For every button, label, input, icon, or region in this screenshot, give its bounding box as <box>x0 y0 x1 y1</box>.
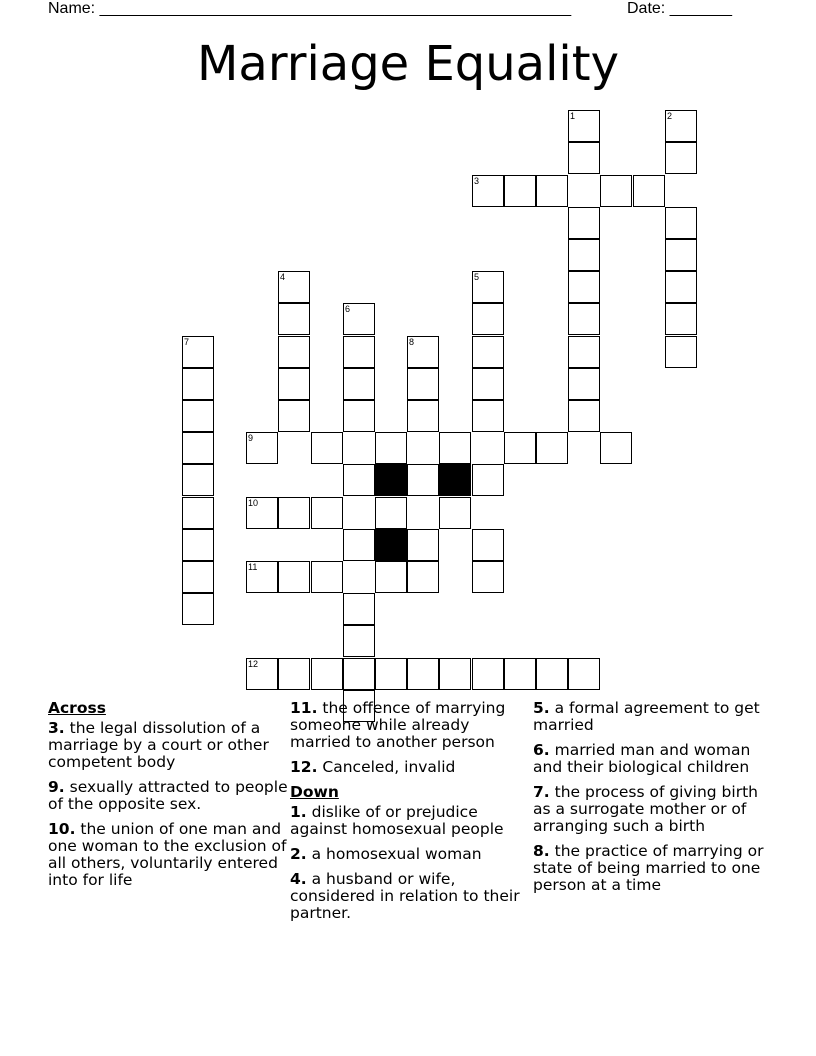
grid-block <box>375 529 407 561</box>
grid-cell[interactable] <box>311 658 343 690</box>
cell-number: 12 <box>248 659 259 669</box>
grid-cell[interactable] <box>568 110 600 142</box>
grid-cell[interactable] <box>568 271 600 303</box>
grid-cell[interactable] <box>407 464 439 496</box>
grid-cell[interactable] <box>182 400 214 432</box>
across-heading: Across <box>48 699 106 717</box>
cell-number: 2 <box>667 111 673 121</box>
grid-cell[interactable] <box>536 432 568 464</box>
grid-cell[interactable] <box>182 497 214 529</box>
clue-number: 4. <box>290 870 307 888</box>
clue-number: 12. <box>290 758 318 776</box>
grid-cell[interactable] <box>278 561 310 593</box>
grid-cell[interactable] <box>182 529 214 561</box>
clue-number: 9. <box>48 778 65 796</box>
grid-cell[interactable] <box>375 432 407 464</box>
grid-cell[interactable] <box>568 239 600 271</box>
grid-cell[interactable] <box>568 336 600 368</box>
clue-down-6 <box>533 742 773 776</box>
grid-cell[interactable] <box>665 110 697 142</box>
grid-cell[interactable] <box>633 175 665 207</box>
cell-number: 10 <box>248 498 259 508</box>
grid-cell[interactable] <box>665 303 697 335</box>
grid-cell[interactable] <box>182 593 214 625</box>
grid-cell[interactable] <box>407 400 439 432</box>
grid-cell[interactable] <box>182 561 214 593</box>
grid-cell[interactable] <box>278 271 310 303</box>
grid-cell[interactable] <box>278 336 310 368</box>
grid-cell[interactable] <box>375 497 407 529</box>
clue-column-3 <box>533 700 773 902</box>
grid-cell[interactable] <box>343 303 375 335</box>
clue-text: a formal agreement to get married <box>533 699 760 734</box>
clue-text: a husband or wife, considered in relation to their partner. <box>290 870 520 922</box>
clue-text: the practice of marrying or state of being married to one person at a time <box>533 842 764 894</box>
clue-text: a homosexual woman <box>306 845 482 863</box>
clue-text: the process of giving birth as a surrogate mother or of arranging such a birth <box>533 783 758 835</box>
grid-cell[interactable] <box>343 400 375 432</box>
cell-number: 3 <box>474 176 480 186</box>
grid-cell[interactable] <box>568 142 600 174</box>
grid-cell[interactable] <box>343 368 375 400</box>
grid-cell[interactable] <box>472 464 504 496</box>
clue-down-5 <box>533 700 773 734</box>
grid-cell[interactable] <box>665 271 697 303</box>
grid-cell[interactable] <box>600 432 632 464</box>
grid-cell[interactable] <box>343 593 375 625</box>
clue-across-10 <box>48 821 288 889</box>
cell-number: 11 <box>248 562 258 572</box>
clue-number: 1. <box>290 803 307 821</box>
cell-number: 9 <box>248 433 254 443</box>
grid-cell[interactable] <box>182 336 214 368</box>
grid-cell[interactable] <box>504 432 536 464</box>
grid-cell[interactable] <box>375 561 407 593</box>
grid-cell[interactable] <box>504 658 536 690</box>
grid-cell[interactable] <box>472 400 504 432</box>
grid-cell[interactable] <box>665 142 697 174</box>
clue-down-1 <box>290 804 530 838</box>
clue-text: the offence of marrying someone while already married to another person <box>290 699 506 751</box>
grid-cell[interactable] <box>278 368 310 400</box>
grid-cell[interactable] <box>665 239 697 271</box>
clue-number: 10. <box>48 820 76 838</box>
clue-number: 8. <box>533 842 550 860</box>
grid-cell[interactable] <box>472 529 504 561</box>
grid-cell[interactable] <box>536 175 568 207</box>
cell-number: 6 <box>345 304 351 314</box>
grid-cell[interactable] <box>343 336 375 368</box>
clue-number: 7. <box>533 783 550 801</box>
grid-cell[interactable] <box>568 303 600 335</box>
clue-text: the union of one man and one woman to the exclusion of all others, voluntarily entered into for life <box>48 820 287 889</box>
grid-cell[interactable] <box>343 464 375 496</box>
clue-across-3 <box>48 720 288 771</box>
clue-text: the legal dissolution of a marriage by a court or other competent body <box>48 719 269 771</box>
grid-cell[interactable] <box>311 432 343 464</box>
grid-cell[interactable] <box>311 561 343 593</box>
cell-number: 5 <box>474 272 480 282</box>
grid-cell[interactable] <box>278 497 310 529</box>
grid-cell[interactable] <box>182 368 214 400</box>
grid-block <box>375 464 407 496</box>
grid-cell[interactable] <box>278 658 310 690</box>
grid-cell[interactable] <box>278 303 310 335</box>
grid-block <box>439 464 471 496</box>
cell-number: 4 <box>280 272 286 282</box>
clue-number: 6. <box>533 741 550 759</box>
grid-cell[interactable] <box>343 625 375 657</box>
clue-number: 11. <box>290 699 318 717</box>
clue-across-12 <box>290 759 530 776</box>
name-field-label: Name: _____________________________________________________ <box>48 0 572 17</box>
grid-cell[interactable] <box>407 336 439 368</box>
grid-cell[interactable] <box>536 658 568 690</box>
grid-cell[interactable] <box>343 658 375 690</box>
grid-cell[interactable] <box>472 303 504 335</box>
grid-cell[interactable] <box>407 529 439 561</box>
clue-down-8 <box>533 843 773 894</box>
grid-cell[interactable] <box>665 336 697 368</box>
cell-number: 7 <box>184 337 190 347</box>
grid-cell[interactable] <box>407 561 439 593</box>
clue-text: Canceled, invalid <box>317 758 456 776</box>
grid-cell[interactable] <box>375 658 407 690</box>
grid-cell[interactable] <box>311 497 343 529</box>
clue-across-9 <box>48 779 288 813</box>
clue-text: sexually attracted to people of the opposite sex. <box>48 778 288 813</box>
grid-cell[interactable] <box>472 658 504 690</box>
grid-cell[interactable] <box>504 175 536 207</box>
grid-cell[interactable] <box>600 175 632 207</box>
grid-cell[interactable] <box>472 368 504 400</box>
grid-cell[interactable] <box>182 464 214 496</box>
grid-cell[interactable] <box>439 432 471 464</box>
grid-cell[interactable] <box>665 207 697 239</box>
puzzle-title: Marriage Equality <box>197 36 619 92</box>
clue-number: 2. <box>290 845 307 863</box>
clue-column-1 <box>48 700 288 897</box>
grid-cell[interactable] <box>568 207 600 239</box>
grid-cell[interactable] <box>246 497 278 529</box>
grid-cell[interactable] <box>246 561 278 593</box>
grid-cell[interactable] <box>439 497 471 529</box>
date-field-label: Date: _______ <box>627 0 732 17</box>
grid-cell[interactable] <box>568 658 600 690</box>
clue-number: 5. <box>533 699 550 717</box>
clue-down-7 <box>533 784 773 835</box>
grid-cell[interactable] <box>472 175 504 207</box>
cell-number: 1 <box>570 111 576 121</box>
grid-cell[interactable] <box>472 271 504 303</box>
clue-text: married man and woman and their biological children <box>533 741 751 776</box>
grid-cell[interactable] <box>472 561 504 593</box>
grid-cell[interactable] <box>407 658 439 690</box>
clue-across-11 <box>290 700 530 751</box>
clue-text: dislike of or prejudice against homosexual people <box>290 803 504 838</box>
cell-number: 8 <box>409 337 415 347</box>
clue-number: 3. <box>48 719 65 737</box>
grid-cell[interactable] <box>343 529 375 561</box>
grid-cell[interactable] <box>568 400 600 432</box>
grid-cell[interactable] <box>407 368 439 400</box>
grid-cell[interactable] <box>246 658 278 690</box>
clue-down-4 <box>290 871 530 922</box>
grid-cell[interactable] <box>472 336 504 368</box>
clue-down-2 <box>290 846 530 863</box>
grid-cell[interactable] <box>246 432 278 464</box>
down-heading: Down <box>290 783 339 801</box>
grid-cell[interactable] <box>439 658 471 690</box>
grid-cell[interactable] <box>568 368 600 400</box>
clue-column-2 <box>290 700 530 930</box>
grid-cell[interactable] <box>278 400 310 432</box>
grid-cell[interactable] <box>182 432 214 464</box>
